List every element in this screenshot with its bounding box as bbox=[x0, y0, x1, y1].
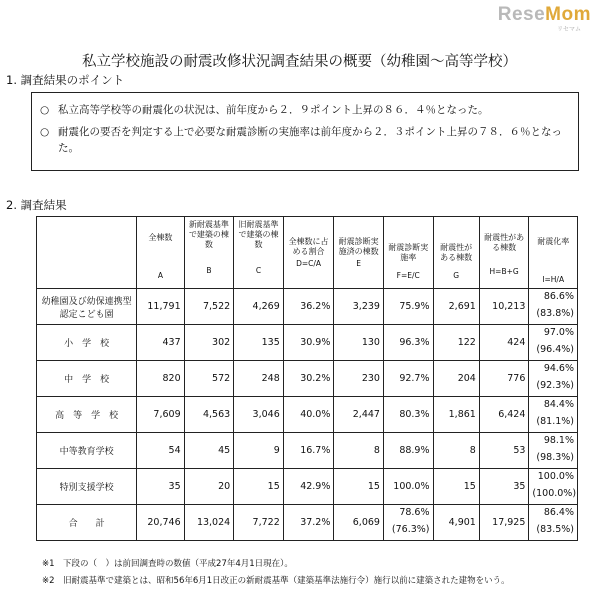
cell-diagnosis-rate-current: 75.9% bbox=[399, 301, 430, 312]
cell-total-buildings-value: 35 bbox=[168, 481, 181, 492]
cell-diagnosed-value: 6,069 bbox=[352, 517, 380, 528]
table-header-row bbox=[37, 217, 578, 289]
cell-new-standard bbox=[184, 433, 234, 469]
cell-quake-resistant-old-value: 2,691 bbox=[448, 301, 476, 312]
cell-diagnosed bbox=[334, 505, 384, 541]
cell-old-standard-value: 15 bbox=[267, 481, 280, 492]
cell-resistance-rate-current: 100.0% bbox=[537, 471, 574, 482]
cell-new-standard-value: 4,563 bbox=[202, 409, 231, 420]
cell-quake-resistant-old bbox=[433, 505, 479, 541]
row-category bbox=[37, 505, 137, 541]
cell-new-standard bbox=[184, 397, 234, 433]
header-cell: 全棟数 A bbox=[137, 217, 184, 289]
cell-diagnosed bbox=[334, 397, 384, 433]
cell-resistance-rate bbox=[529, 433, 578, 469]
cell-diagnosed-value: 8 bbox=[373, 445, 380, 456]
cell-quake-resistant-old-value: 1,861 bbox=[448, 409, 476, 420]
cell-diagnosis-rate bbox=[383, 433, 433, 469]
row-category-value: 中 学 校 bbox=[64, 375, 110, 385]
header-cell: 新耐震基準で建築の棟数 B bbox=[184, 217, 234, 289]
logo-text-a: Rese bbox=[497, 4, 546, 25]
cell-old-ratio bbox=[283, 397, 334, 433]
cell-quake-resistant-old-value: 204 bbox=[457, 373, 476, 384]
cell-old-ratio-value: 16.7% bbox=[300, 445, 331, 456]
cell-old-standard-value: 248 bbox=[261, 373, 280, 384]
cell-old-ratio bbox=[283, 289, 334, 325]
cell-quake-resistant-total bbox=[479, 433, 529, 469]
cell-old-ratio-value: 30.9% bbox=[300, 337, 331, 348]
cell-quake-resistant-total-value: 17,925 bbox=[492, 517, 526, 528]
cell-resistance-rate-current: 98.1% bbox=[543, 435, 574, 446]
cell-diagnosed bbox=[334, 433, 384, 469]
section-heading-points: 1. 調査結果のポイント bbox=[6, 73, 125, 87]
cell-total-buildings bbox=[137, 469, 184, 505]
cell-quake-resistant-total bbox=[479, 469, 529, 505]
cell-total-buildings-value: 20,746 bbox=[147, 517, 181, 528]
row-category bbox=[37, 469, 137, 505]
cell-old-ratio-value: 30.2% bbox=[300, 373, 331, 384]
cell-resistance-rate bbox=[529, 361, 578, 397]
cell-quake-resistant-total-value: 35 bbox=[513, 481, 526, 492]
cell-quake-resistant-old-value: 122 bbox=[457, 337, 476, 348]
row-category-value: 高 等 学 校 bbox=[55, 411, 119, 421]
header-cell: 旧耐震基準で建築の棟数 C bbox=[234, 217, 284, 289]
cell-new-standard bbox=[184, 505, 234, 541]
cell-total-buildings-value: 820 bbox=[162, 373, 181, 384]
cell-diagnosed-value: 3,239 bbox=[352, 301, 380, 312]
table-row bbox=[37, 505, 578, 541]
cell-quake-resistant-total bbox=[479, 397, 529, 433]
cell-quake-resistant-total-value: 10,213 bbox=[492, 301, 526, 312]
cell-resistance-rate-current: 94.6% bbox=[543, 363, 574, 374]
points-box bbox=[31, 92, 579, 171]
cell-diagnosis-rate-current: 100.0% bbox=[393, 481, 430, 492]
cell-quake-resistant-total-value: 53 bbox=[513, 445, 526, 456]
cell-new-standard-value: 572 bbox=[212, 373, 231, 384]
cell-diagnosis-rate-current: 92.7% bbox=[399, 373, 430, 384]
cell-diagnosis-rate bbox=[383, 469, 433, 505]
cell-total-buildings-value: 11,791 bbox=[147, 301, 181, 312]
cell-diagnosed bbox=[334, 469, 384, 505]
row-category-value: 小 学 校 bbox=[64, 339, 110, 349]
cell-diagnosis-rate-previous: (76.3%) bbox=[391, 524, 430, 535]
cell-old-ratio-value: 37.2% bbox=[300, 517, 331, 528]
resemom-logo bbox=[498, 4, 591, 33]
cell-diagnosis-rate-current: 88.9% bbox=[399, 445, 430, 456]
cell-diagnosis-rate bbox=[383, 361, 433, 397]
row-category bbox=[37, 397, 137, 433]
row-category bbox=[37, 325, 137, 361]
cell-diagnosed bbox=[334, 289, 384, 325]
cell-quake-resistant-total-value: 6,424 bbox=[498, 409, 526, 420]
cell-new-standard-value: 302 bbox=[212, 337, 231, 348]
cell-resistance-rate-previous: (96.4%) bbox=[536, 344, 574, 355]
circle-bullet-icon: ○ bbox=[40, 104, 50, 116]
cell-old-standard-value: 7,722 bbox=[252, 517, 280, 528]
cell-diagnosed-value: 15 bbox=[367, 481, 380, 492]
note-2: ※2 旧耐震基準で建築とは、昭和56年6月1日改正の新耐震基準（建築基準法施行令）施行以前に建築された建物をいう。 bbox=[42, 576, 510, 586]
cell-new-standard bbox=[184, 361, 234, 397]
cell-total-buildings bbox=[137, 397, 184, 433]
cell-diagnosed bbox=[334, 325, 384, 361]
cell-total-buildings bbox=[137, 325, 184, 361]
cell-total-buildings bbox=[137, 433, 184, 469]
cell-resistance-rate bbox=[529, 505, 578, 541]
cell-total-buildings bbox=[137, 289, 184, 325]
cell-old-ratio-value: 42.9% bbox=[300, 481, 331, 492]
header-cell: 耐震性がある棟数 G bbox=[433, 217, 479, 289]
cell-new-standard bbox=[184, 325, 234, 361]
cell-old-standard-value: 135 bbox=[261, 337, 280, 348]
cell-quake-resistant-old bbox=[433, 325, 479, 361]
cell-old-ratio bbox=[283, 469, 334, 505]
cell-old-standard-value: 3,046 bbox=[252, 409, 280, 420]
cell-old-ratio-value: 40.0% bbox=[300, 409, 331, 420]
cell-old-standard bbox=[234, 361, 284, 397]
cell-diagnosis-rate-current: 80.3% bbox=[399, 409, 430, 420]
cell-resistance-rate bbox=[529, 397, 578, 433]
cell-old-standard-value: 4,269 bbox=[252, 301, 280, 312]
cell-resistance-rate bbox=[529, 289, 578, 325]
cell-old-ratio bbox=[283, 505, 334, 541]
cell-resistance-rate-previous: (83.5%) bbox=[536, 524, 574, 535]
table-row bbox=[37, 469, 578, 505]
cell-resistance-rate bbox=[529, 469, 578, 505]
cell-diagnosed-value: 2,447 bbox=[352, 409, 380, 420]
cell-total-buildings-value: 437 bbox=[162, 337, 181, 348]
table-row bbox=[37, 361, 578, 397]
cell-quake-resistant-old-value: 8 bbox=[469, 445, 476, 456]
cell-new-standard bbox=[184, 289, 234, 325]
cell-new-standard-value: 13,024 bbox=[196, 517, 231, 528]
cell-resistance-rate-current: 97.0% bbox=[543, 327, 574, 338]
cell-old-standard bbox=[234, 397, 284, 433]
cell-old-ratio bbox=[283, 433, 334, 469]
cell-quake-resistant-old bbox=[433, 397, 479, 433]
cell-quake-resistant-total bbox=[479, 289, 529, 325]
section-heading-results: 2. 調査結果 bbox=[6, 198, 67, 212]
point-text: 耐震化の要否を判定する上で必要な耐震診断の実施率は前年度から２．３ポイント上昇の７８．６％となった。 bbox=[58, 126, 562, 154]
cell-old-standard bbox=[234, 325, 284, 361]
cell-resistance-rate-current: 86.6% bbox=[543, 291, 574, 302]
row-category-value: 幼稚園及び幼保連携型認定こども園 bbox=[41, 296, 132, 320]
cell-old-standard bbox=[234, 469, 284, 505]
row-category-value: 中等教育学校 bbox=[59, 447, 114, 457]
cell-old-standard bbox=[234, 433, 284, 469]
cell-old-ratio bbox=[283, 325, 334, 361]
cell-total-buildings-value: 7,609 bbox=[153, 409, 181, 420]
cell-old-standard bbox=[234, 505, 284, 541]
cell-old-standard-value: 9 bbox=[273, 445, 280, 456]
cell-total-buildings-value: 54 bbox=[168, 445, 181, 456]
cell-quake-resistant-total-value: 424 bbox=[507, 337, 526, 348]
cell-total-buildings bbox=[137, 505, 184, 541]
cell-quake-resistant-total bbox=[479, 505, 529, 541]
cell-diagnosis-rate bbox=[383, 397, 433, 433]
table-row bbox=[37, 433, 578, 469]
cell-quake-resistant-old bbox=[433, 361, 479, 397]
cell-resistance-rate-previous: (100.0%) bbox=[532, 488, 577, 499]
cell-resistance-rate bbox=[529, 325, 578, 361]
cell-diagnosis-rate-current: 78.6% bbox=[399, 507, 430, 518]
note-1: ※1 下段の（ ）は前回調査時の数値（平成27年4月1日現在）。 bbox=[42, 559, 293, 569]
cell-old-ratio bbox=[283, 361, 334, 397]
cell-quake-resistant-total bbox=[479, 361, 529, 397]
cell-total-buildings bbox=[137, 361, 184, 397]
row-category-value: 合 計 bbox=[68, 519, 105, 529]
circle-bullet-icon: ○ bbox=[40, 126, 50, 138]
point-item bbox=[40, 102, 572, 118]
table-row bbox=[37, 397, 578, 433]
page-title: 私立学校施設の耐震改修状況調査結果の概要（幼稚園～高等学校） bbox=[82, 54, 517, 70]
point-item bbox=[40, 124, 572, 156]
header-cell: 全棟数に占める割合 D=C/A bbox=[283, 217, 334, 289]
cell-quake-resistant-old bbox=[433, 433, 479, 469]
cell-new-standard-value: 20 bbox=[218, 481, 231, 492]
cell-old-ratio-value: 36.2% bbox=[300, 301, 331, 312]
point-text: 私立高等学校等の耐震化の状況は、前年度から２．９ポイント上昇の８６．４％となった。 bbox=[58, 104, 489, 116]
cell-diagnosis-rate bbox=[383, 505, 433, 541]
cell-quake-resistant-old-value: 15 bbox=[463, 481, 476, 492]
header-cell: 耐震化率 I=H/A bbox=[529, 217, 578, 289]
header-cell: 耐震性がある棟数 H=B+G bbox=[479, 217, 529, 289]
cell-diagnosis-rate bbox=[383, 289, 433, 325]
cell-resistance-rate-previous: (92.3%) bbox=[536, 380, 574, 391]
cell-quake-resistant-total bbox=[479, 325, 529, 361]
logo-kana: リセマム bbox=[557, 26, 581, 33]
cell-diagnosed-value: 130 bbox=[361, 337, 380, 348]
row-category bbox=[37, 289, 137, 325]
cell-diagnosed bbox=[334, 361, 384, 397]
row-category bbox=[37, 433, 137, 469]
cell-quake-resistant-total-value: 776 bbox=[507, 373, 526, 384]
cell-resistance-rate-current: 84.4% bbox=[543, 399, 574, 410]
header-cell: 耐震診断実施済の棟数 E bbox=[334, 217, 384, 289]
cell-diagnosed-value: 230 bbox=[361, 373, 380, 384]
table-row bbox=[37, 289, 578, 325]
cell-resistance-rate-previous: (81.1%) bbox=[536, 416, 574, 427]
cell-quake-resistant-old bbox=[433, 469, 479, 505]
header-cell: 耐震診断実施率 F=E/C bbox=[383, 217, 433, 289]
cell-resistance-rate-previous: (98.3%) bbox=[536, 452, 574, 463]
row-category bbox=[37, 361, 137, 397]
cell-new-standard bbox=[184, 469, 234, 505]
row-category-value: 特別支援学校 bbox=[59, 483, 114, 493]
cell-resistance-rate-current: 86.4% bbox=[543, 507, 574, 518]
logo-text-b: Mom bbox=[545, 4, 591, 25]
cell-diagnosis-rate bbox=[383, 325, 433, 361]
results-table bbox=[36, 216, 578, 541]
cell-quake-resistant-old bbox=[433, 289, 479, 325]
header-category-blank bbox=[37, 217, 137, 289]
cell-new-standard-value: 45 bbox=[218, 445, 231, 456]
table-row bbox=[37, 325, 578, 361]
cell-diagnosis-rate-current: 96.3% bbox=[399, 337, 430, 348]
cell-resistance-rate-previous: (83.8%) bbox=[536, 308, 574, 319]
cell-old-standard bbox=[234, 289, 284, 325]
cell-new-standard-value: 7,522 bbox=[202, 301, 231, 312]
cell-quake-resistant-old-value: 4,901 bbox=[448, 517, 476, 528]
